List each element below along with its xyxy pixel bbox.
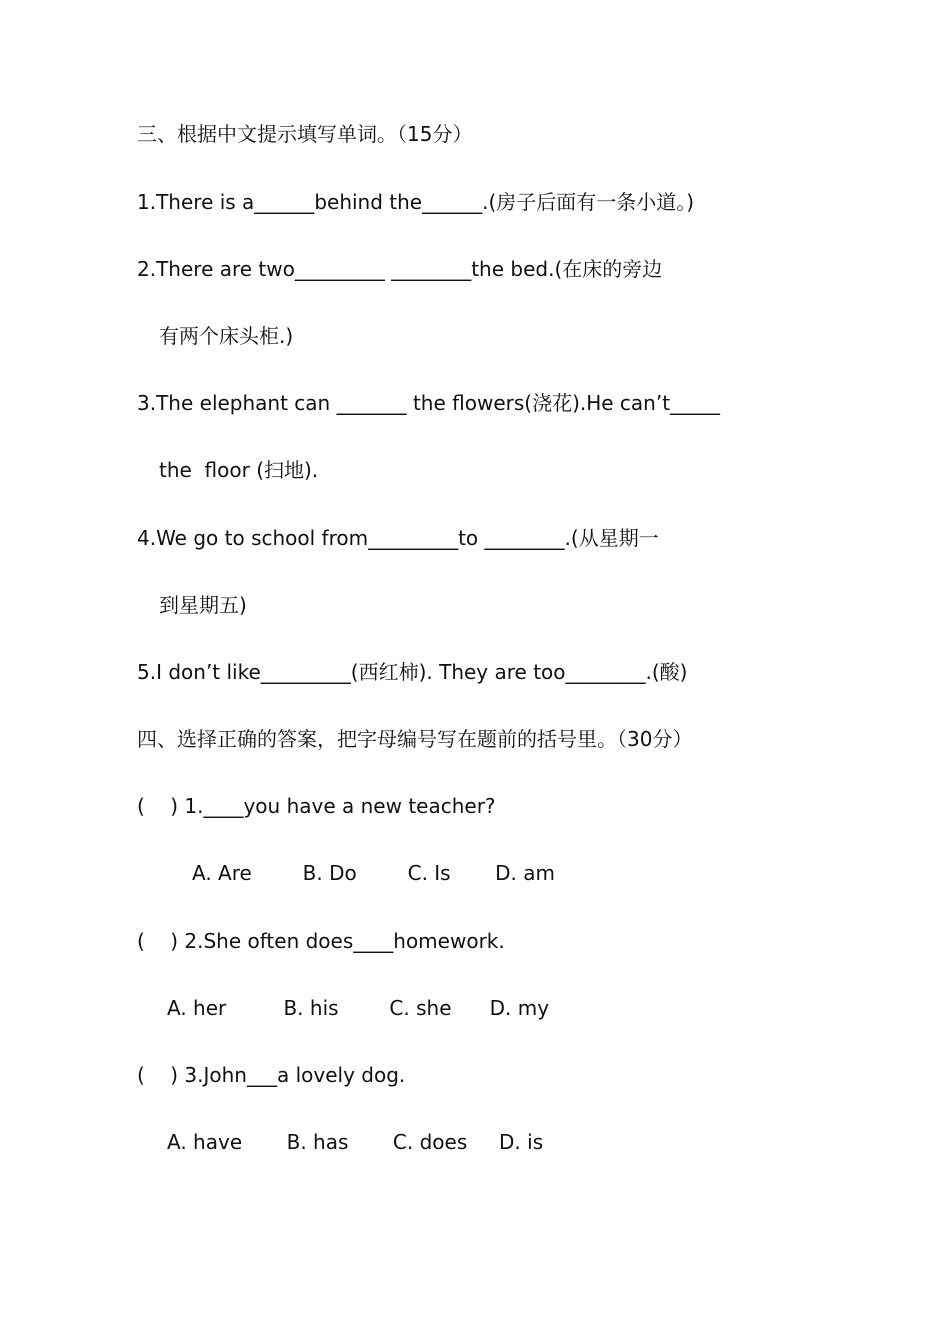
fill-question-2-line-2: 有两个床头柜.)	[159, 324, 294, 348]
choice-question-3: ( ) 3.John___a lovely dog.	[137, 1063, 406, 1087]
choice-question-1-options: A. Are B. Do C. Is D. am	[192, 861, 555, 885]
fill-question-2-line-1: 2.There are two_________ ________the bed.(在床的旁边	[137, 257, 663, 281]
choice-question-2: ( ) 2.She often does____homework.	[137, 929, 505, 953]
section-3-heading: 三、根据中文提示填写单词。（15分）	[137, 122, 473, 146]
fill-question-3-line-1: 3.The elephant can _______ the flowers(浇花).He can’t_____	[137, 391, 721, 415]
choice-question-2-options: A. her B. his C. she D. my	[167, 996, 550, 1020]
fill-question-3-line-2: the floor (扫地).	[159, 458, 319, 482]
fill-question-4-line-1: 4.We go to school from_________to ________.(从星期一	[137, 526, 659, 550]
fill-question-5: 5.I don’t like_________(西红柿). They are too________.(酸)	[137, 660, 688, 684]
choice-question-3-options: A. have B. has C. does D. is	[167, 1130, 544, 1154]
section-4-heading: 四、选择正确的答案，把字母编号写在题前的括号里。（30分）	[137, 727, 693, 751]
fill-question-4-line-2: 到星期五)	[159, 593, 247, 617]
fill-question-1: 1.There is a______behind the______.(房子后面有一条小道。)	[137, 190, 695, 214]
choice-question-1: ( ) 1.____you have a new teacher?	[137, 794, 496, 818]
